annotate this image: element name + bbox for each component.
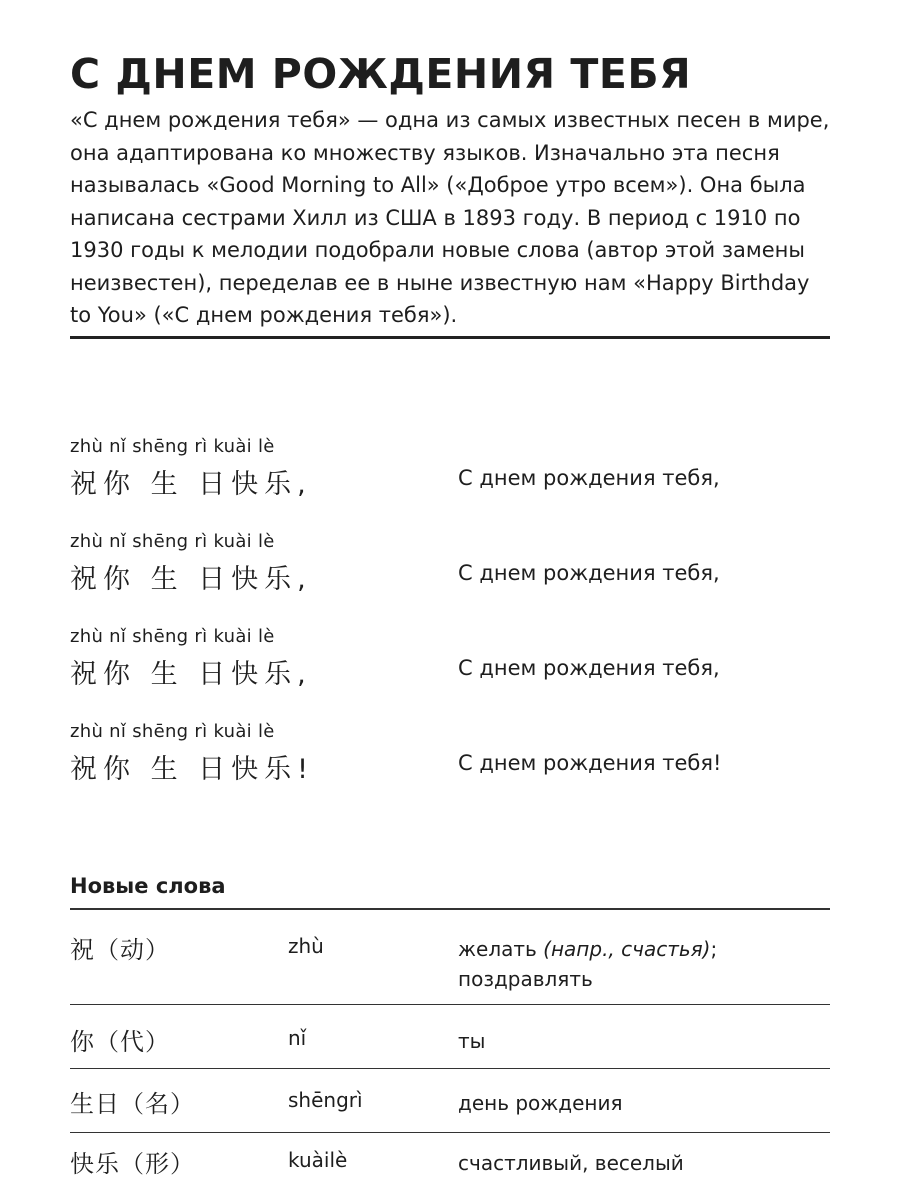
lyric-pinyin: zhù nǐ shēng rì kuài lè xyxy=(70,626,275,647)
vocab-meaning-text: желать xyxy=(458,937,544,961)
lyric-verse xyxy=(70,721,830,816)
lyric-pinyin: zhù nǐ shēng rì kuài lè xyxy=(70,531,275,552)
lyric-translation: С днем рождения тебя, xyxy=(458,466,720,490)
song-lyrics xyxy=(70,436,830,816)
lyric-verse xyxy=(70,626,830,721)
page-title: С ДНЕМ РОЖДЕНИЯ ТЕБЯ xyxy=(70,50,692,98)
vocab-row-divider xyxy=(70,1132,830,1133)
vocabulary-divider xyxy=(70,908,830,910)
vocab-meaning xyxy=(458,934,717,994)
vocab-pinyin: shēngrì xyxy=(288,1088,363,1112)
lyric-hanzi: 祝你 生 日快乐! xyxy=(70,754,314,785)
lyric-translation: С днем рождения тебя, xyxy=(458,561,720,585)
lyric-translation: С днем рождения тебя! xyxy=(458,751,722,775)
lyric-hanzi: 祝你 生 日快乐, xyxy=(70,564,312,595)
lyric-translation: С днем рождения тебя, xyxy=(458,656,720,680)
lyric-hanzi: 祝你 生 日快乐, xyxy=(70,659,312,690)
vocab-hanzi: 快乐（形） xyxy=(70,1150,195,1178)
vocab-hanzi: 你（代） xyxy=(70,1028,170,1056)
vocab-pinyin: nǐ xyxy=(288,1026,307,1050)
vocab-row-divider xyxy=(70,1068,830,1069)
lyric-verse xyxy=(70,436,830,531)
vocab-meaning: счастливый, веселый xyxy=(458,1151,684,1175)
lyric-hanzi: 祝你 生 日快乐, xyxy=(70,469,312,500)
vocab-hanzi: 生日（名） xyxy=(70,1090,195,1118)
lyric-verse xyxy=(70,531,830,626)
vocab-meaning-note: (напр., счастья) xyxy=(543,937,711,961)
lyric-pinyin: zhù nǐ shēng rì kuài lè xyxy=(70,721,275,742)
vocab-meaning-line2: поздравлять xyxy=(458,967,593,991)
section-divider xyxy=(70,336,830,339)
lyric-pinyin: zhù nǐ shēng rì kuài lè xyxy=(70,436,275,457)
vocab-hanzi: 祝（动） xyxy=(70,936,170,964)
vocab-meaning-punct: ; xyxy=(710,937,718,961)
vocab-meaning: день рождения xyxy=(458,1091,623,1115)
vocabulary-heading: Новые слова xyxy=(70,874,226,898)
vocab-row-divider xyxy=(70,1004,830,1005)
intro-paragraph: «С днем рождения тебя» — одна из самых известных песен в мире, она адаптирована ко множеству языков. Изначально эта песня называлась «Good Morning to All» («Доброе утро всем»). Она была написана сестрами Хилл из США в 1893 году. В период с 1910 по 1930 годы к мелодии подобрали новые слова (автор этой замены неизвестен), переделав ее в ныне известную нам «Happy Birthday to You» («С днем рождения тебя»). xyxy=(70,108,830,327)
vocab-pinyin: kuàilè xyxy=(288,1148,348,1172)
vocab-pinyin: zhù xyxy=(288,934,324,958)
vocab-meaning: ты xyxy=(458,1029,486,1053)
